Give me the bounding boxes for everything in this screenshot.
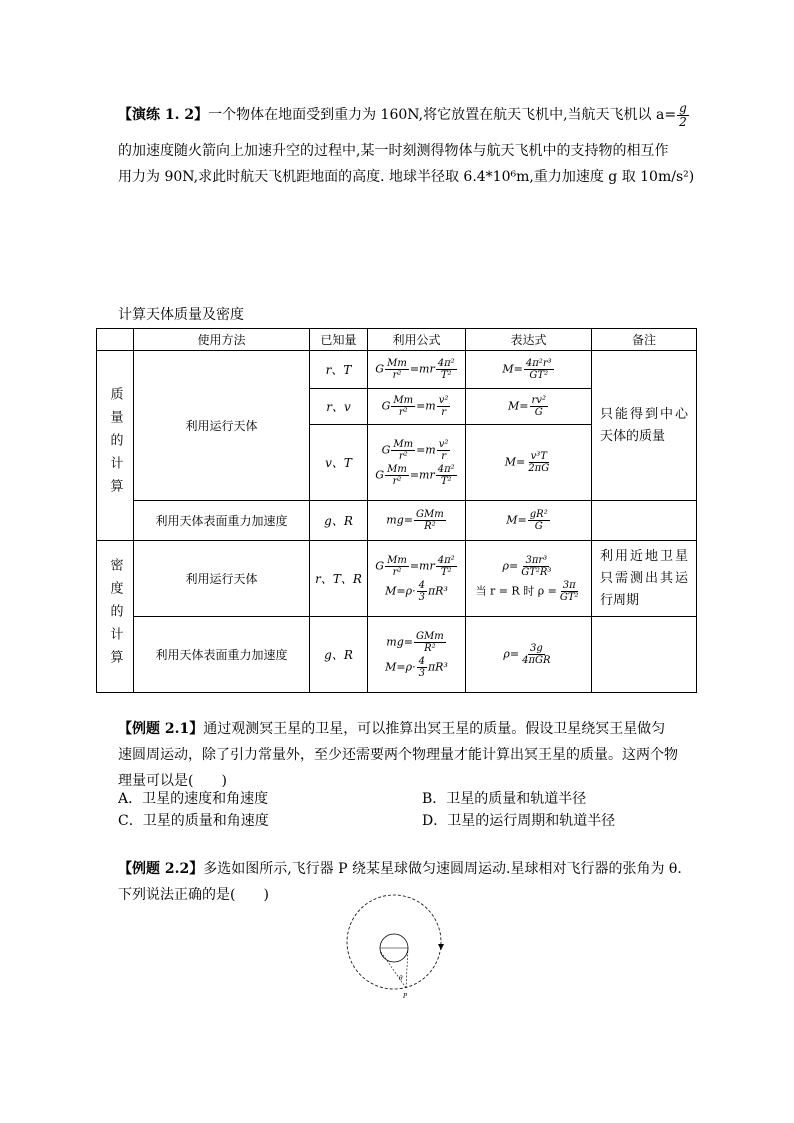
- formula-cell: G $\frac{Mm}{\text{r²}}$ =m $\frac{\text{v²}}{r}$: [368, 389, 466, 425]
- option-a[interactable]: A．卫星的速度和角速度: [118, 791, 269, 807]
- example-tag: 【例题 2.1】: [118, 721, 204, 737]
- expression-cell: M= $\frac{\text{rv²}}{G}$: [466, 389, 592, 425]
- table-title: 计算天体质量及密度: [118, 307, 244, 323]
- table-row: [97, 617, 697, 693]
- known-v-t: v、T: [310, 425, 368, 501]
- option-b[interactable]: B．卫星的质量和轨道半径: [422, 791, 587, 807]
- formula-cell: G $\frac{Mm}{\text{r²}}$ =mr $\frac{\text{4π²}}{\text{T²}}$ M=ρ· $\frac{4}{3}$ πR³: [368, 541, 466, 617]
- point-p-label: P: [403, 993, 408, 1000]
- known-r-v: r、v: [310, 389, 368, 425]
- method-surface-mass: 利用天体表面重力加速度: [134, 501, 310, 541]
- example-text-1: 多选如图所示,飞行器 P 绕某星球做匀速圆周运动.星球相对飞行器的张角为 θ.: [203, 861, 682, 877]
- exercise-text-2: 的加速度随火箭向上加速升空的过程中,某一时刻测得物体与航天飞机中的支持物的相互作: [118, 143, 669, 159]
- expression-cell: ρ= $\frac{3g}{\text{4πGR}}$: [466, 617, 592, 693]
- exercise-text-3: 用力为 90N,求此时航天飞机距地面的高度. 地球半径取 6.4*10⁶m,重力加速度 g 取 10m/s²): [118, 169, 695, 185]
- exercise-tag: 【演练 1. 2】: [118, 107, 209, 123]
- expression-cell: M= $\frac{\text{gR²}}{G}$: [466, 501, 592, 541]
- method-orbit-density: 利用运行天体: [134, 541, 310, 617]
- exercise-text-1: 一个物体在地面受到重力为 160N,将它放置在航天飞机中,当航天飞机以 a=: [208, 107, 677, 123]
- orbit-diagram: [346, 892, 450, 1010]
- mass-density-table: [96, 328, 697, 693]
- example-text-2: 下列说法正确的是( ): [118, 887, 269, 903]
- example-text-1: 通过观测冥王星的卫星，可以推算出冥王星的质量。假设卫星绕冥王星做匀: [203, 721, 666, 737]
- table-row: [97, 541, 697, 617]
- example-text-3: 理量可以是( ): [118, 773, 227, 789]
- exercise-1-2: [118, 100, 698, 190]
- density-calc-label: 密度的计算: [107, 557, 123, 673]
- example-text-2: 速圆周运动，除了引力常量外，至少还需要两个物理量才能计算出冥王星的质量。这两个物: [118, 747, 678, 763]
- option-d[interactable]: D．卫星的运行周期和轨道半径: [422, 813, 616, 829]
- header-formula: 利用公式: [368, 329, 466, 351]
- direction-arrow: [438, 944, 444, 950]
- tangent-line-left: [381, 952, 406, 988]
- header-note: 备注: [592, 329, 697, 351]
- expression-cell: ρ= $\frac{\text{3πr³}}{\text{GT²R³}}$ 当 r = R 时 ρ = $\frac{3\pi}{\text{GT²}}$: [466, 541, 592, 617]
- header-known: 已知量: [310, 329, 368, 351]
- mass-calc-label: 质量的计算: [107, 386, 123, 502]
- known-r-t: r、T: [310, 351, 368, 389]
- expression-cell: M= $\frac{\text{4π²r³}}{\text{GT²}}$: [466, 351, 592, 389]
- orbit-path: [347, 895, 441, 989]
- method-orbit-mass: 利用运行天体: [134, 351, 310, 501]
- known-g-r-density: g、R: [310, 617, 368, 693]
- known-g-r: g、R: [310, 501, 368, 541]
- formula-cell: mg= $\frac{\text{GMm}}{\text{R²}}$ M=ρ· $\frac{4}{3}$ πR³: [368, 617, 466, 693]
- formula-cell: mg= $\frac{\text{GMm}}{\text{R²}}$: [368, 501, 466, 541]
- example-2-1: [118, 716, 698, 794]
- expression-cell: M= $\frac{\text{v³T}}{2\pi G}$: [466, 425, 592, 501]
- formula-cell: G $\frac{Mm}{\text{r²}}$ =mr $\frac{\text{4π²}}{\text{T²}}$: [368, 351, 466, 389]
- note-mass: 只能得到中心天体的质量: [592, 351, 697, 501]
- header-method: 使用方法: [134, 329, 310, 351]
- table-header-row: [97, 329, 697, 351]
- example-tag: 【例题 2.2】: [118, 861, 204, 877]
- table-row: [97, 351, 697, 389]
- known-r-t-r: r、T、R: [310, 541, 368, 617]
- option-c[interactable]: C．卫星的质量和角速度: [118, 813, 269, 829]
- density-case-label: 当 r = R 时 ρ =: [475, 584, 557, 597]
- header-expression: 表达式: [466, 329, 592, 351]
- table-row: [97, 501, 697, 541]
- acceleration-fraction: $\frac{g}{2}$: [679, 100, 687, 129]
- method-surface-density: 利用天体表面重力加速度: [134, 617, 310, 693]
- theta-label: θ: [399, 975, 403, 982]
- formula-cell: G $\frac{Mm}{\text{r²}}$ =m $\frac{\text{v²}}{r}$ G $\frac{Mm}{\text{r²}}$ =mr $\frac{\text{4π²}}{\text{T²}}$: [368, 425, 466, 501]
- note-density: 利用近地卫星只需测出其运行周期: [592, 541, 697, 617]
